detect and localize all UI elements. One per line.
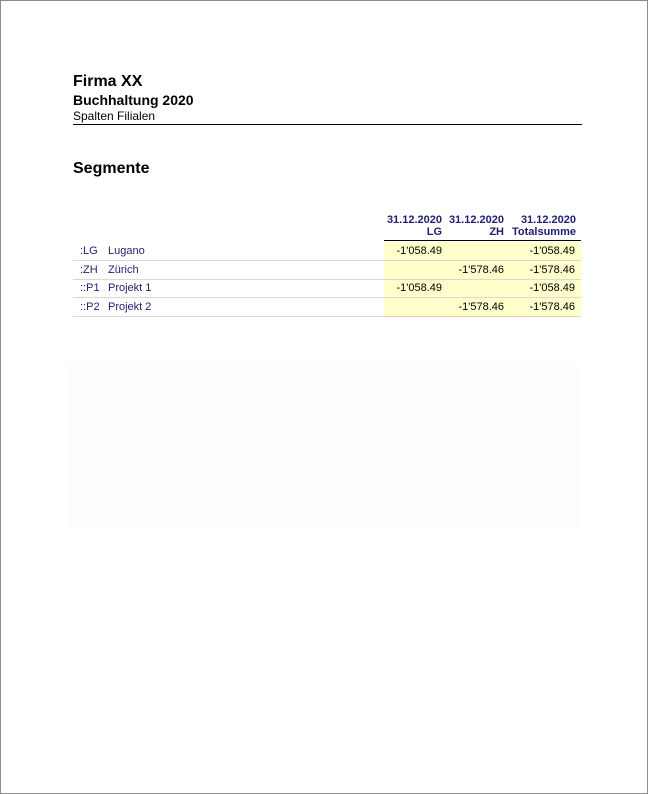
cell-lg: -1'058.49 [396, 282, 442, 294]
column-header-lg [384, 214, 442, 242]
column-label: ZH [489, 226, 504, 238]
table-row [73, 279, 581, 298]
cell-zh: -1'578.46 [458, 301, 504, 313]
column-header-underline [384, 240, 446, 241]
section-title: Segmente [73, 160, 150, 177]
report-title: Buchhaltung 2020 [73, 92, 194, 108]
column-label: Totalsumme [512, 226, 576, 238]
table-row [73, 242, 581, 261]
cell-zh: -1'578.46 [458, 264, 504, 276]
column-header-total [508, 214, 576, 242]
blank-area [67, 361, 579, 529]
cell-total: -1'578.46 [529, 264, 575, 276]
company-name: Firma XX [73, 73, 143, 90]
table-row [73, 261, 581, 280]
column-header-underline [446, 240, 508, 241]
row-description: Lugano [108, 245, 145, 257]
row-description: Zürich [108, 264, 139, 276]
column-label: LG [426, 226, 442, 238]
column-header-underline [508, 240, 581, 241]
column-header-zh [446, 214, 504, 242]
row-description: Projekt 1 [108, 282, 152, 294]
table-row [73, 298, 581, 317]
row-code: ::P2 [80, 301, 100, 313]
column-date: 31.12.2020 [448, 214, 504, 226]
cell-total: -1'578.46 [529, 301, 575, 313]
cell-lg: -1'058.49 [396, 245, 442, 257]
row-code: :LG [80, 245, 98, 257]
column-date: 31.12.2020 [386, 214, 442, 226]
header-divider [73, 124, 582, 125]
report-subtitle: Spalten Filialen [73, 109, 156, 123]
row-code: ::P1 [80, 282, 100, 294]
column-date: 31.12.2020 [520, 214, 576, 226]
row-code: :ZH [80, 264, 98, 276]
cell-total: -1'058.49 [529, 245, 575, 257]
cell-total: -1'058.49 [529, 282, 575, 294]
row-description: Projekt 2 [108, 301, 152, 313]
